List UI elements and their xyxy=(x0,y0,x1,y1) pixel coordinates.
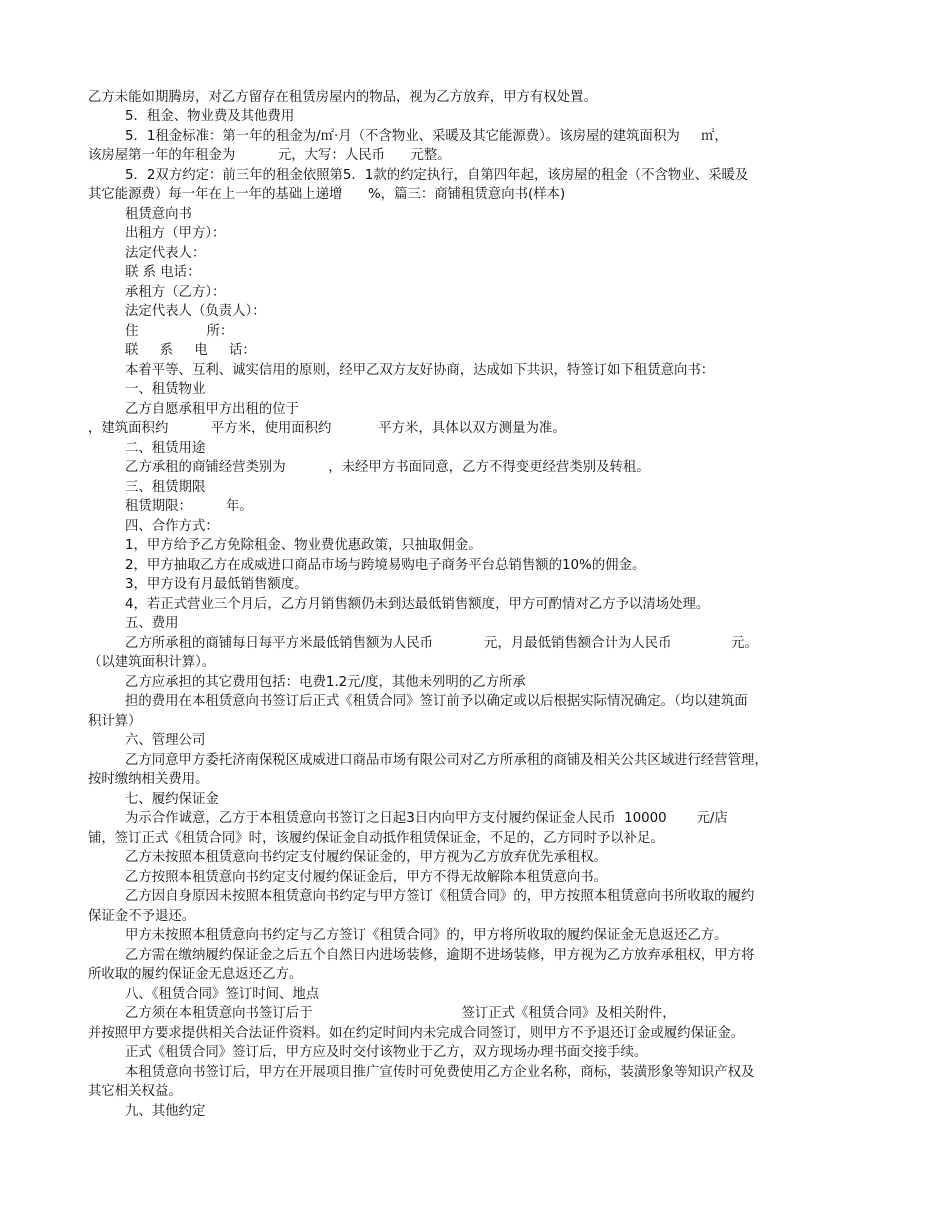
text-line: 所收取的履约保证金无息返还乙方。 xyxy=(88,967,303,982)
text-line: 为示合作诚意，乙方于本租赁意向书签订之日起3日内向甲方支付履约保证金人民币 10000 元/店 xyxy=(125,811,728,826)
form-field-label: 住 所： xyxy=(125,324,234,339)
text-line: 乙方未按照本租赁意向书约定支付履约保证金的，甲方视为乙方放弃优先承租权。 xyxy=(125,850,608,865)
text-line: 担的费用在本租赁意向书签订后正式《租赁合同》签订前予以确定或以后根据实际情况确定。（均以建筑面 xyxy=(125,694,748,709)
form-field-label: 联 系 电话： xyxy=(125,265,201,280)
text-line: 该房屋第一年的年租金为 元，大写：人民币 元整。 xyxy=(88,148,451,163)
text-line: 乙方所承租的商铺每日每平方米最低销售额为人民币 元，月最低销售额合计为人民币 元。 xyxy=(125,636,758,651)
text-line: 乙方按照本租赁意向书约定支付履约保证金后，甲方不得无故解除本租赁意向书。 xyxy=(125,870,608,885)
text-line: ，建筑面积约 平方米，使用面积约 平方米，具体以双方测量为准。 xyxy=(88,421,566,436)
text-line: 乙方需在缴纳履约保证金之后五个自然日内进场装修，逾期不进场装修，甲方视为乙方放弃承租权，甲方将 xyxy=(125,948,755,963)
text-line: 乙方应承担的其它费用包括：电费1.2元/度，其他未列明的乙方所承 xyxy=(125,675,526,690)
section-heading: 四、合作方式： xyxy=(125,519,219,534)
text-line: 5．1租金标准：第一年的租金为/㎡·月（不含物业、采暖及其它能源费）。该房屋的建筑面积为 ㎡， xyxy=(125,129,728,144)
form-field-label: 法定代表人（负责人）： xyxy=(125,304,266,319)
text-line: 并按照甲方要求提供相关合法证件资料。如在约定时间内未完成合同签订，则甲方不予退还订金或履约保证金。 xyxy=(88,1026,745,1041)
text-line: 租赁期限： 年。 xyxy=(125,499,253,514)
list-item: 2，甲方抽取乙方在成威进口商品市场与跨境易购电子商务平台总销售额的10%的佣金。 xyxy=(125,558,646,573)
text-line: 本租赁意向书签订后，甲方在开展项目推广宣传时可免费使用乙方企业名称，商标，装潢形象等知识产权及 xyxy=(125,1065,755,1080)
list-item: 4，若正式营业三个月后，乙方月销售额仍未到达最低销售额度，甲方可酌情对乙方予以清场处理。 xyxy=(125,597,710,612)
section-heading: 二、租赁用途 xyxy=(125,441,206,456)
text-line: 乙方承租的商铺经营类别为 ，未经甲方书面同意，乙方不得变更经营类别及转租。 xyxy=(125,460,650,475)
text-line: 本着平等、互利、诚实信用的原则，经甲乙双方友好协商，达成如下共识，特签订如下租赁意向书： xyxy=(125,363,715,378)
section-heading: 九、其他约定 xyxy=(125,1104,206,1119)
section-heading: 五、费用 xyxy=(125,616,179,631)
section-heading: 八、《租赁合同》签订时间、地点 xyxy=(125,987,320,1002)
section-heading: 三、租赁期限 xyxy=(125,480,206,495)
text-line: 乙方自愿承租甲方出租的位于 xyxy=(125,402,300,417)
text-line: 其它能源费）每一年在上一年的基础上递增 %，篇三：商铺租赁意向书(样本) xyxy=(88,187,566,202)
text-line: 5．2双方约定：前三年的租金依照第5．1款的约定执行，自第四年起，该房屋的租金（不含物业、采暖及 xyxy=(125,168,749,183)
list-item: 3，甲方设有月最低销售额度。 xyxy=(125,577,308,592)
section-heading: 六、管理公司 xyxy=(125,733,206,748)
text-line: 保证金不予退还。 xyxy=(88,909,196,924)
text-line: 乙方同意甲方委托济南保税区成威进口商品市场有限公司对乙方所承租的商铺及相关公共区域进行经营管理， xyxy=(125,753,768,768)
text-line: （以建筑面积计算）。 xyxy=(88,655,216,670)
section-heading: 七、履约保证金 xyxy=(125,792,219,807)
text-line: 正式《租赁合同》签订后，甲方应及时交付该物业于乙方，双方现场办理书面交接手续。 xyxy=(125,1045,648,1060)
text-line: 铺，签订正式《租赁合同》时，该履约保证金自动抵作租赁保证金，不足的，乙方同时予以补足。 xyxy=(88,831,664,846)
text-line: 积计算） xyxy=(88,714,142,729)
form-field-label: 承租方（乙方）： xyxy=(125,285,226,300)
text-line: 甲方未按照本租赁意向书约定与乙方签订《租赁合同》的，甲方将所收取的履约保证金无息返还乙方。 xyxy=(125,928,728,943)
section-heading: 一、租赁物业 xyxy=(125,382,206,397)
text-line: 乙方因自身原因未按照本租赁意向书约定与甲方签订《租赁合同》的，甲方按照本租赁意向书所收取的履约 xyxy=(125,889,755,904)
list-item: 1，甲方给予乙方免除租金、物业费优惠政策，只抽取佣金。 xyxy=(125,538,482,553)
text-line: 乙方未能如期腾房，对乙方留存在租赁房屋内的物品，视为乙方放弃，甲方有权处置。 xyxy=(88,90,597,105)
text-line: 按时缴纳相关费用。 xyxy=(88,772,209,787)
section-heading: 5．租金、物业费及其他费用 xyxy=(125,109,295,124)
form-field-label: 联 系 电 话： xyxy=(125,343,256,358)
text-line: 乙方须在本租赁意向书签订后于 签订正式《租赁合同》及相关附件， xyxy=(125,1006,676,1021)
form-field-label: 出租方（甲方）： xyxy=(125,226,226,241)
text-line: 其它相关权益。 xyxy=(88,1084,182,1099)
form-field-label: 法定代表人： xyxy=(125,246,206,261)
document-title: 租赁意向书 xyxy=(125,207,192,222)
